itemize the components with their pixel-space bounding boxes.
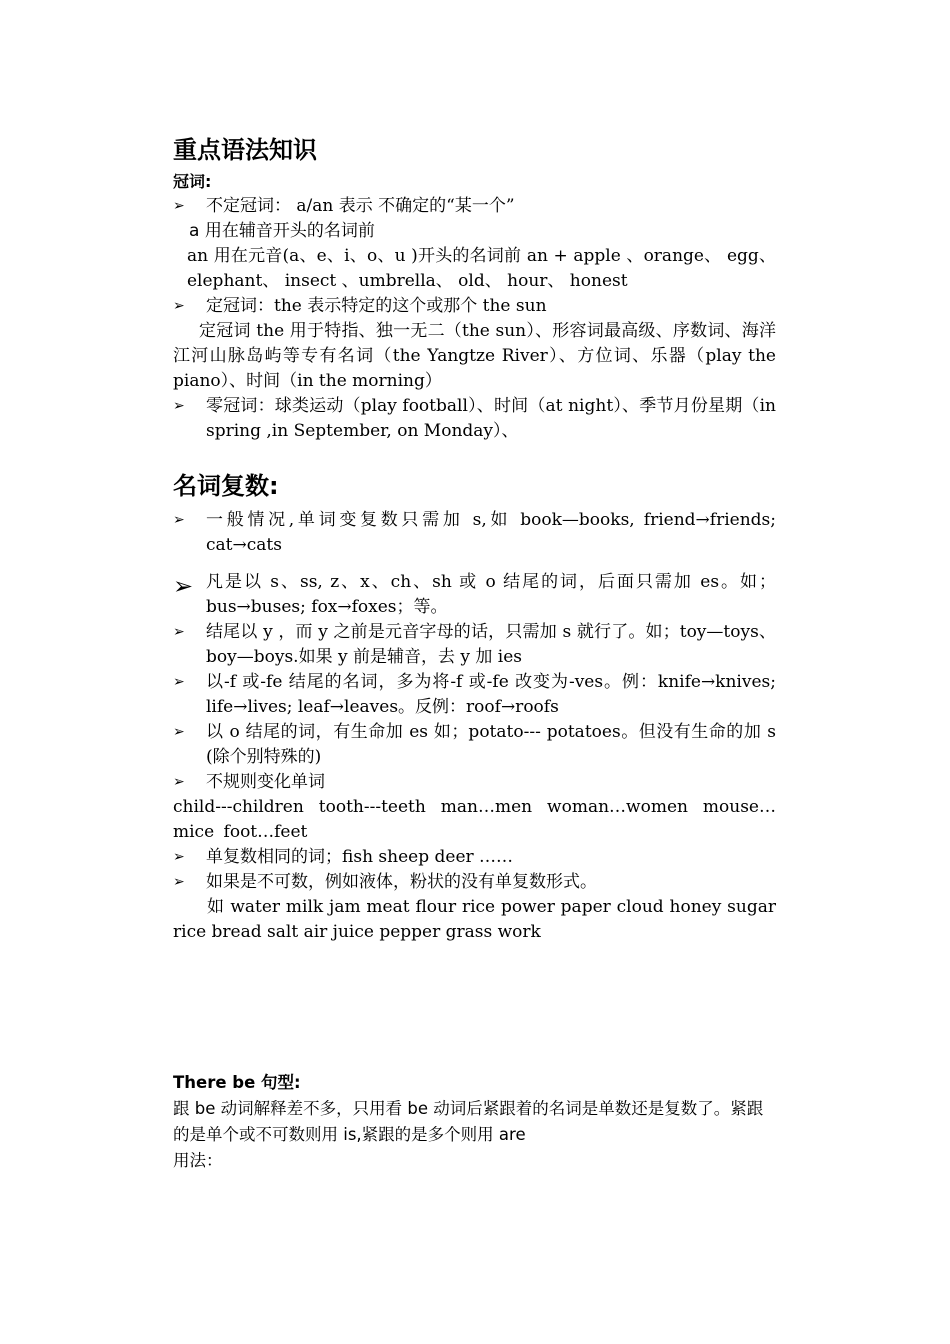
definite-usage-paragraph: 定冠词 the 用于特指、独一无二（the sun）、形容词最高级、序数词、海洋江河山脉岛屿等专有名词（the Yangtze River）、方位词、乐器（play the piano）、时间（in the morning） [173, 321, 776, 391]
spacer [173, 945, 776, 1070]
bullet-arrow-icon: ➢ [173, 674, 185, 690]
there-be-usage: 用法： [173, 1151, 223, 1170]
list-item-rule4 [173, 670, 776, 720]
uncountable-examples: 如 water milk jam meat flour rice power paper cloud honey sugar rice bread salt air juice pepper grass work [173, 897, 776, 942]
bullet-arrow-icon: ➢ [173, 724, 185, 740]
list-item-rule3 [173, 620, 776, 670]
bullet-arrow-icon: ➢ [173, 572, 194, 600]
definite-text: 定冠词：the 表示特定的这个或那个 the sun [206, 296, 547, 316]
bullet-arrow-icon: ➢ [173, 874, 185, 890]
bullet-arrow-icon: ➢ [173, 849, 185, 865]
there-be-heading: There be 句型: [173, 1073, 301, 1092]
list-item-indefinite [173, 194, 776, 219]
articles-heading: 冠词: [173, 172, 212, 191]
an-usage-text: an 用在元音(a、e、i、o、u )开头的名词前 an + apple 、orange、 egg、 elephant、 insect 、umbrella、 old、 hour、 honest [187, 246, 776, 291]
bullet-arrow-icon: ➢ [173, 512, 185, 528]
indefinite-text: 不定冠词： a/an 表示 不确定的“某一个” [206, 196, 515, 216]
rule7-text: 单复数相同的词；fish sheep deer …… [206, 847, 514, 867]
bullet-arrow-icon: ➢ [173, 398, 185, 414]
bullet-arrow-icon: ➢ [173, 198, 185, 214]
list-item-rule5 [173, 720, 776, 770]
list-item-definite [173, 294, 776, 319]
there-be-explanation: 跟 be 动词解释差不多，只用看 be 动词后紧跟着的名词是单数还是复数了。紧跟的是单个或不可数则用 is,紧跟的是多个则用 are [173, 1099, 764, 1144]
list-item-rule7 [173, 845, 776, 870]
rule2-text: 凡是以 s、ss, z、x、ch、sh 或 o 结尾的词，后面只需加 es。如；bus→buses; fox→foxes；等。 [206, 572, 776, 617]
bullet-arrow-icon: ➢ [173, 298, 185, 314]
rule8-text: 如果是不可数，例如液体，粉状的没有单复数形式。 [206, 872, 597, 892]
list-item-rule8 [173, 870, 776, 895]
document-page [173, 130, 776, 1174]
rule4-text: 以-f 或-fe 结尾的名词，多为将-f 或-fe 改变为-ves。例：knife→knives; life→lives; leaf→leaves。反例：roof→roofs [206, 672, 776, 717]
list-item-zero-article [173, 394, 776, 444]
rule6-text: 不规则变化单词 [206, 772, 325, 792]
rule5-text: 以 o 结尾的词，有生命加 es 如；potato--- potatoes。但没有生命的加 s (除个别特殊的) [206, 722, 776, 767]
list-item-rule1 [173, 508, 776, 558]
rule3-text: 结尾以 y ，而 y 之前是元音字母的话，只需加 s 就行了。如；toy—toys、boy—boys.如果 y 前是辅音，去 y 加 ies [206, 622, 776, 667]
a-usage-text: a 用在辅音开头的名词前 [189, 221, 375, 241]
rule1-text: 一般情况,单词变复数只需加 s,如 book—books, friend→friends; cat→cats [206, 510, 776, 555]
zero-article-text: 零冠词：球类运动（play football）、时间（at night）、季节月份星期（in spring ,in September, on Monday）、 [206, 396, 776, 441]
list-item-rule6 [173, 770, 776, 795]
bullet-arrow-icon: ➢ [173, 624, 185, 640]
page-title: 重点语法知识 [173, 136, 317, 164]
irregular-examples: child---children tooth---teeth man…men woman…women mouse…mice foot…feet [173, 797, 776, 842]
a-usage-line [173, 219, 776, 244]
bullet-arrow-icon: ➢ [173, 774, 185, 790]
plural-heading: 名词复数: [173, 472, 279, 500]
list-item-rule2 [173, 570, 776, 620]
an-usage-paragraph [173, 244, 776, 294]
